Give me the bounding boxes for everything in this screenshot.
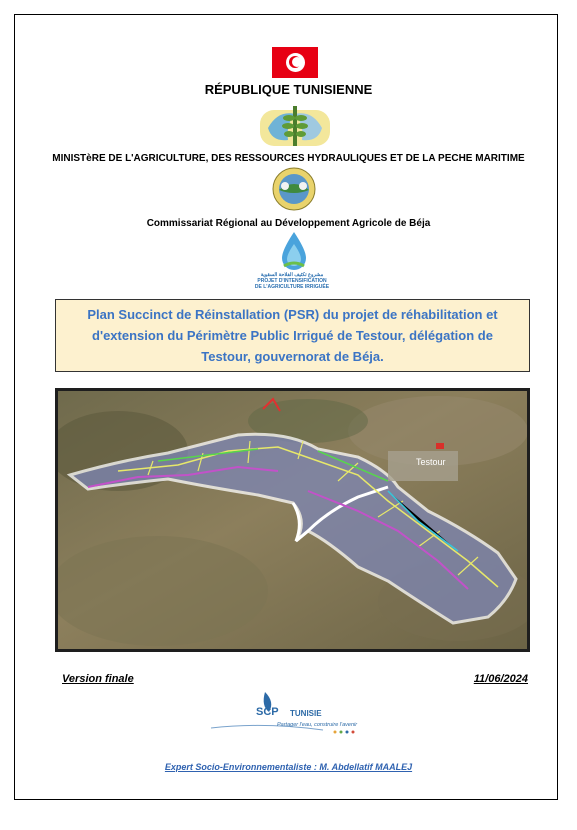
version-label: Version finale: [62, 673, 134, 685]
ministry-logo-icon: [258, 100, 332, 150]
map-image: [58, 391, 527, 649]
document-title-box: [55, 299, 530, 372]
ministry-name: MINISTèRE DE L'AGRICULTURE, DES RESSOURCES HYDRAULIQUES ET DE LA PECHE MARITIME: [52, 153, 525, 164]
expert-credit: Expert Socio-Environnementaliste : M. Abdellatif MAALEJ: [164, 762, 413, 772]
project-water-drop-logo-icon: [276, 230, 312, 272]
project-logo-line2: DE L'AGRICULTURE IRRIGUÉE: [254, 284, 330, 290]
perimeter-satellite-map: [55, 388, 530, 652]
country-name: RÉPUBLIQUE TUNISIENNE: [204, 82, 373, 97]
scp-logo-country: TUNISIE: [290, 709, 322, 718]
title-line-1: Plan Succinct de Réinstallation (PSR) du projet de réhabilitation et: [87, 307, 498, 322]
tunisia-flag-icon: [272, 47, 318, 78]
project-logo-line1: PROJET D'INTENSIFICATION: [257, 278, 327, 284]
title-line-2: d'extension du Périmètre Public Irrigué de Testour, délégation de: [92, 328, 493, 343]
crda-logo-icon: [266, 166, 322, 212]
document-date: 11/06/2024: [473, 673, 528, 685]
scp-logo-text: SCP: [256, 706, 279, 718]
project-logo-text: [236, 272, 348, 290]
title-line-3: Testour, gouvernorat de Béja.: [201, 349, 384, 364]
map-town-label: Testour: [416, 457, 446, 467]
scp-logo-tagline: Partager l'eau, construire l'avenir: [277, 722, 358, 728]
commissariat-name: Commissariat Régional au Développement Agricole de Béja: [146, 218, 431, 229]
project-logo-arabic: مشروع تكثيف الفلاحة السقوية: [260, 272, 324, 278]
scp-logo-icon: [203, 688, 363, 740]
